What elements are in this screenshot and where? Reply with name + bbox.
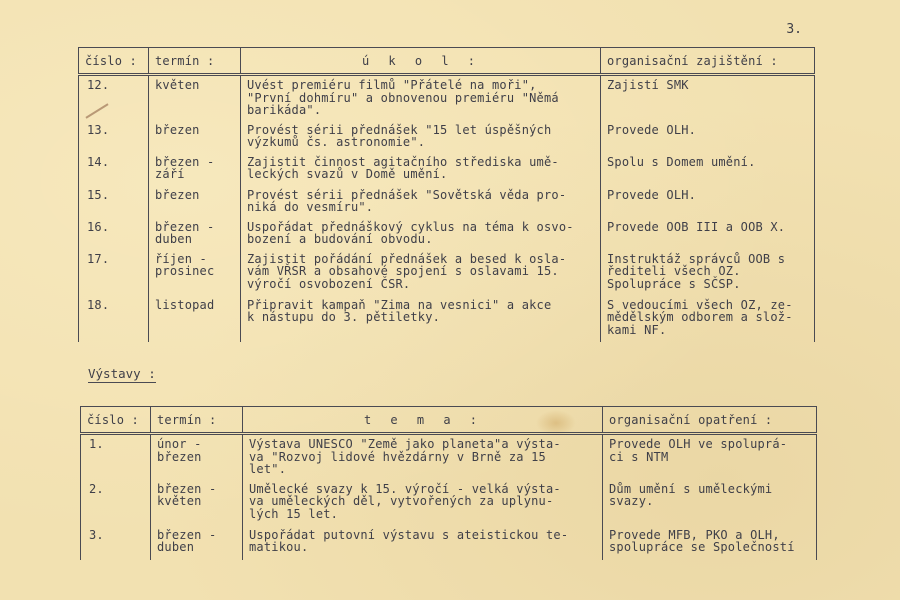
row-term: březen [149, 186, 241, 218]
row-term: březen - duben [151, 526, 243, 560]
row-number: 16. [79, 218, 149, 250]
row-number: 15. [79, 186, 149, 218]
row-organisation: Provede MFB, PKO a OLH, spolupráce se Společností [603, 526, 817, 560]
row-term: březen - duben [149, 218, 241, 250]
table-row [81, 526, 817, 560]
row-organisation: Provede OLH ve spoluprá- ci s NTM [603, 434, 817, 480]
row-organisation: Provede OLH. [601, 121, 815, 153]
row-term: březen - květen [151, 480, 243, 526]
table-row [81, 434, 817, 480]
table-row [81, 480, 817, 526]
row-number: 17. [79, 250, 149, 296]
row-organisation: Provede OOB III a OOB X. [601, 218, 815, 250]
row-number: 14. [79, 153, 149, 186]
row-task: Umělecké svazy k 15. výročí - velká výsta- va uměleckých děl, vytvořených za uplynu- lých 15 let. [243, 480, 603, 526]
row-number: 3. [81, 526, 151, 560]
row-organisation: Spolu s Domem umění. [601, 153, 815, 186]
row-organisation: S vedoucími všech OZ, ze- mědělským odborem a slož- kami NF. [601, 296, 815, 342]
exhibitions-table-header [81, 407, 817, 434]
header-organisation: organisační zajištění : [601, 48, 815, 75]
row-term: březen - září [149, 153, 241, 186]
row-organisation: Dům umění s uměleckými svazy. [603, 480, 817, 526]
row-term: listopad [149, 296, 241, 342]
header-theme: t e m a : [243, 407, 603, 434]
row-task: Zajistit pořádání přednášek a besed k osla- vám VŘSR a obsahové spojení s oslavami 15. výročí osvobození ČSR. [241, 250, 601, 296]
row-number: 18. [79, 296, 149, 342]
table-row [79, 153, 815, 186]
header-term: termín : [149, 48, 241, 75]
row-task: Provést sérii přednášek "Sovětská věda pro- niká do vesmíru". [241, 186, 601, 218]
header-term: termín : [151, 407, 243, 434]
row-task: Uspořádat putovní výstavu s ateistickou te- matikou. [243, 526, 603, 560]
exhibitions-table [80, 406, 817, 560]
table-row [79, 296, 815, 342]
table-row [79, 186, 815, 218]
row-number: 2. [81, 480, 151, 526]
header-organisation-measures: organisační opatření : [603, 407, 817, 434]
row-number: 13. [79, 121, 149, 153]
row-task: Uvést premiéru filmů "Přátelé na moři", "První dohmíru" a obnovenou premiéru "Němá barikáda". [241, 75, 601, 121]
header-number: číslo : [81, 407, 151, 434]
table-row [79, 218, 815, 250]
tasks-table-header [79, 48, 815, 75]
row-term: květen [149, 75, 241, 121]
section-title-exhibitions: Výstavy : [88, 366, 156, 381]
tasks-table [78, 47, 815, 342]
row-term: únor - březen [151, 434, 243, 480]
row-organisation: Zajistí SMK [601, 75, 815, 121]
header-number: číslo : [79, 48, 149, 75]
row-number: 1. [81, 434, 151, 480]
table-row [79, 75, 815, 121]
row-task: Provést sérii přednášek "15 let úspěšných výzkumů čs. astronomie". [241, 121, 601, 153]
row-task: Připravit kampaň "Zima na vesnici" a akce k nástupu do 3. pětiletky. [241, 296, 601, 342]
table-row [79, 121, 815, 153]
row-task: Uspořádat přednáškový cyklus na téma k osvo- bození a budování obvodu. [241, 218, 601, 250]
header-task: ú k o l : [241, 48, 601, 75]
row-term: říjen - prosinec [149, 250, 241, 296]
row-term: březen [149, 121, 241, 153]
table-row [79, 250, 815, 296]
row-organisation: Instruktáž správců OOB s řediteli všech OZ. Spolupráce s SČSP. [601, 250, 815, 296]
row-task: Zajistit činnost agitačního střediska umě- leckých svazů v Domě umění. [241, 153, 601, 186]
row-organisation: Provede OLH. [601, 186, 815, 218]
row-task: Výstava UNESCO "Země jako planeta"a výsta- va "Rozvoj lidové hvězdárny v Brně za 15 let". [243, 434, 603, 480]
page-number: 3. [786, 22, 802, 37]
row-number: 12. [79, 75, 149, 121]
